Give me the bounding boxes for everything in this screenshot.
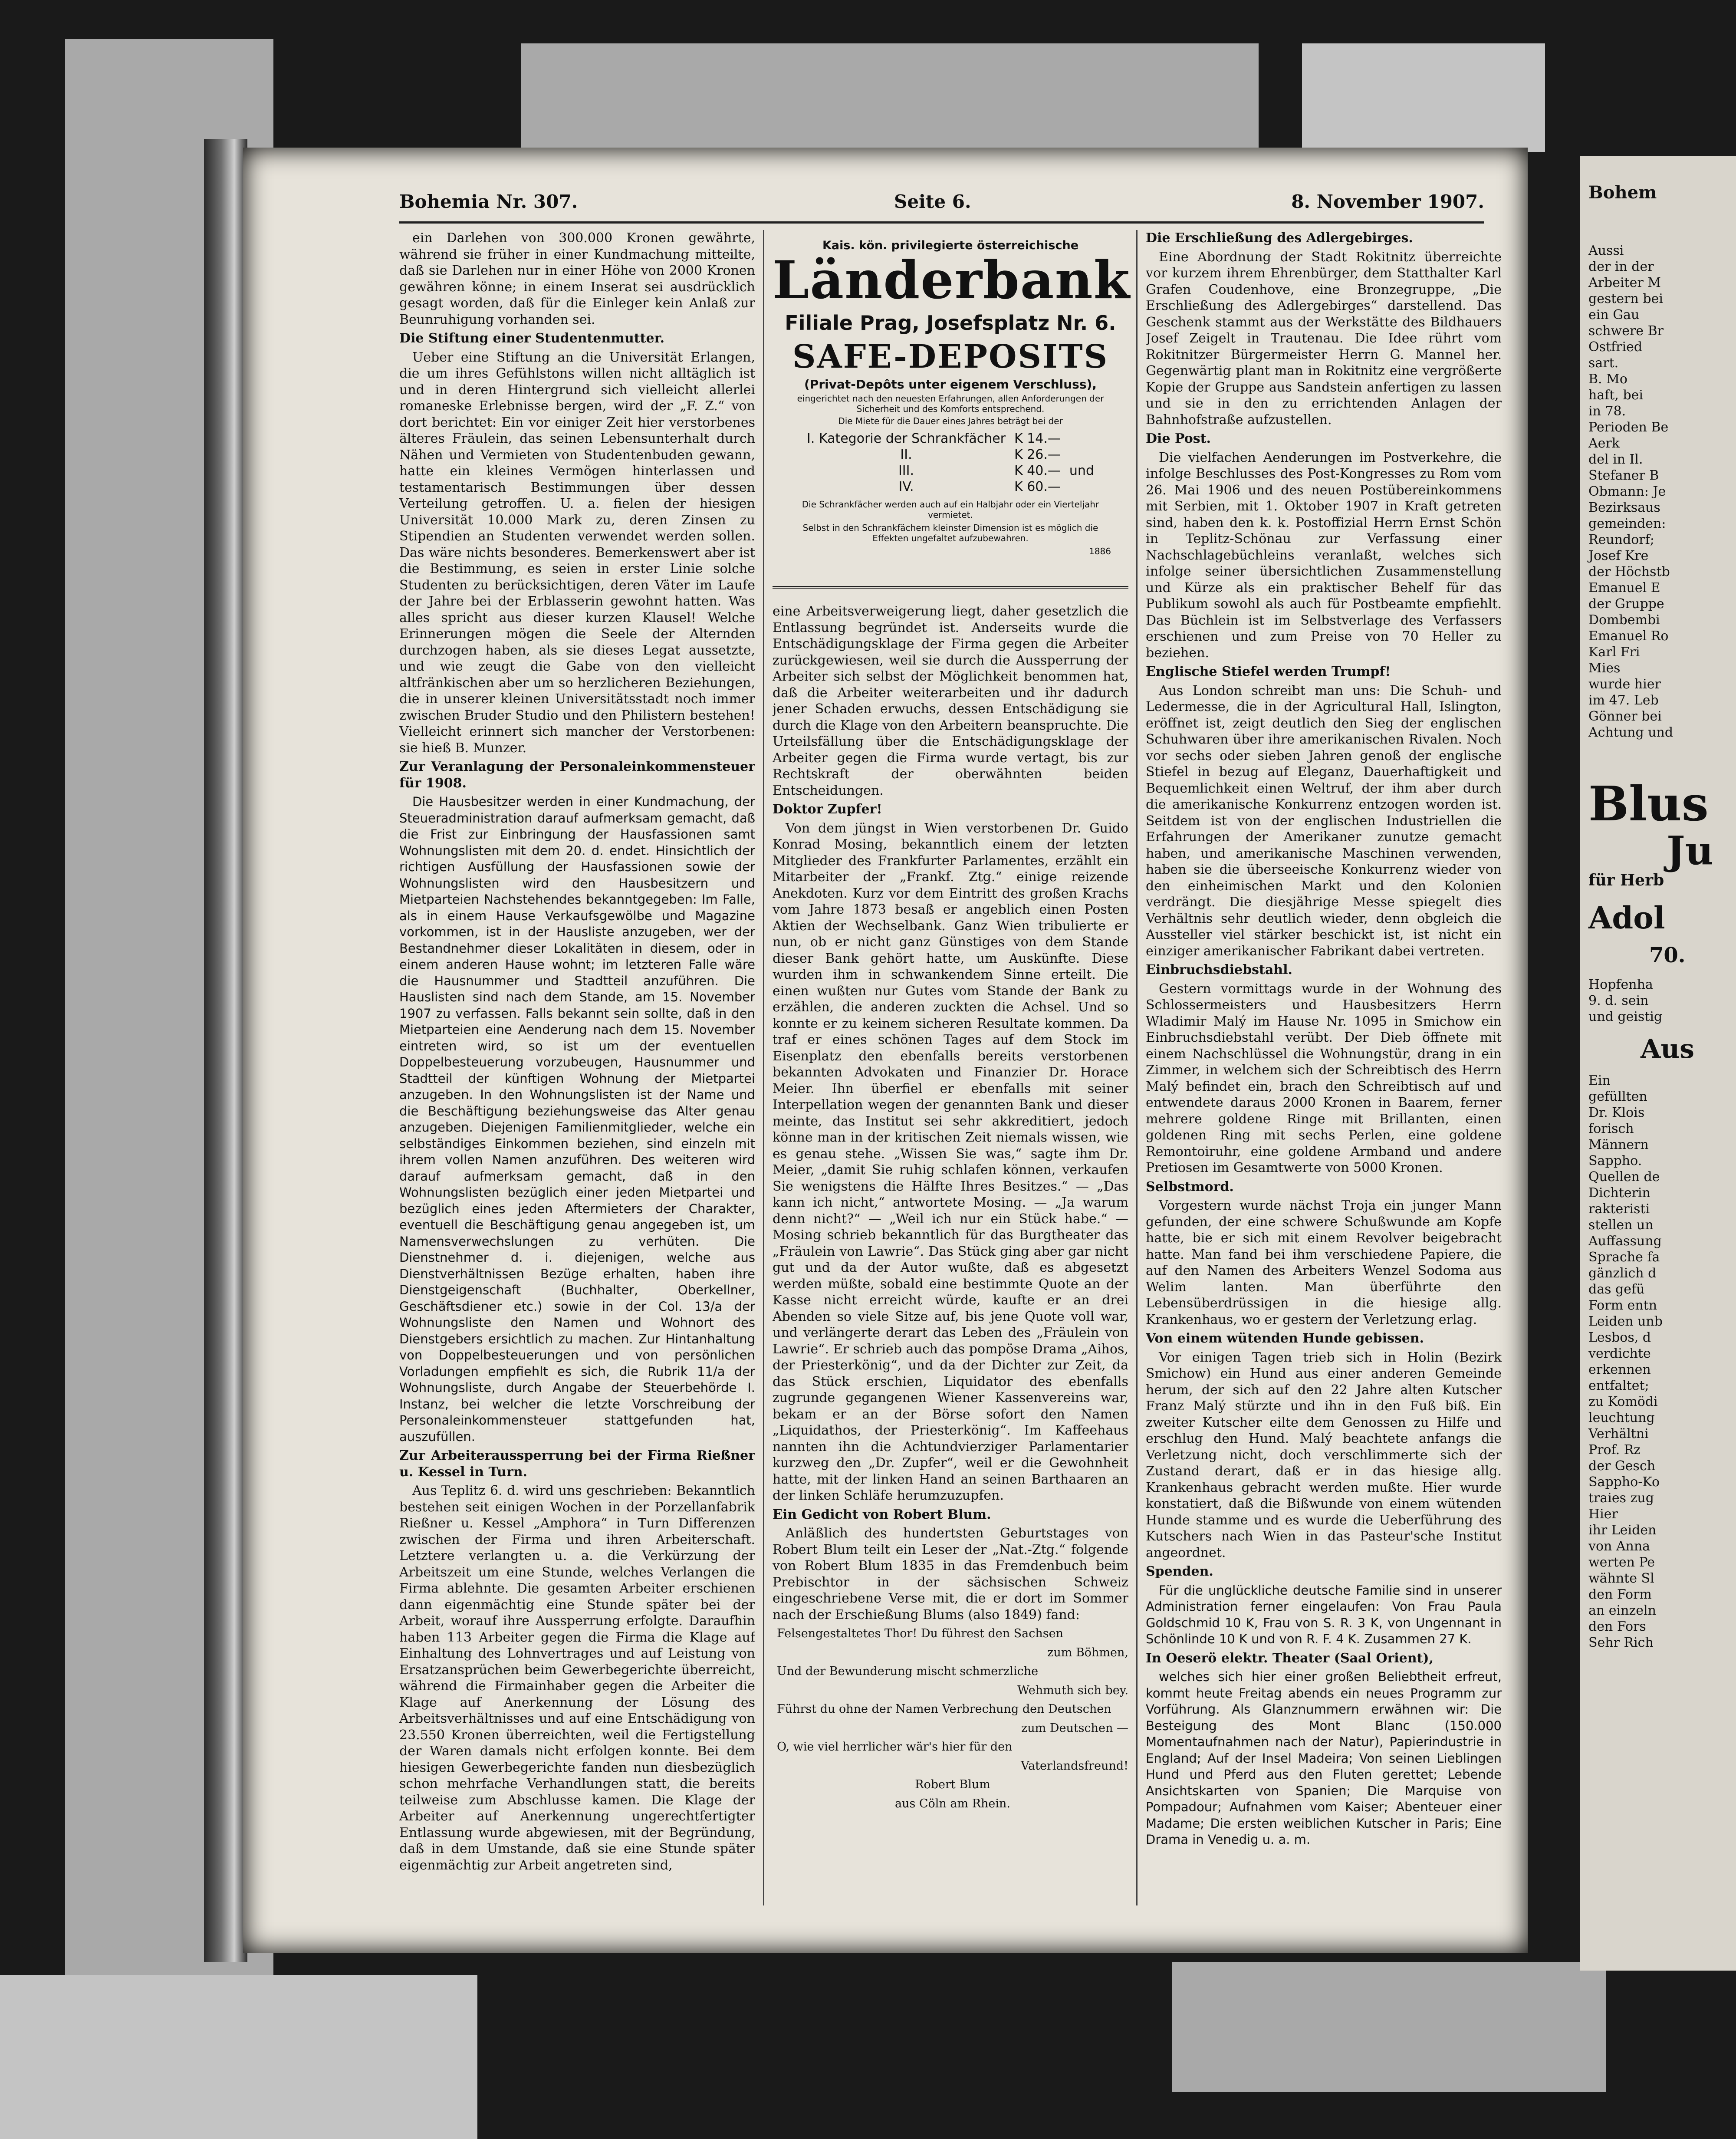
newspaper-page <box>243 148 1528 1953</box>
adjacent-page-line: gestern bei <box>1588 291 1663 306</box>
poem-line: Führst du ohne der Namen Verbrechung den Deutschen <box>777 1702 1111 1716</box>
ad-description: eingerichtet nach den neuesten Erfahrungen, allen Anforderungen der Sicherheit und des Komforts entsprechend. <box>797 393 1104 414</box>
article-body: Vorgestern wurde nächst Troja ein junger Mann gefunden, der eine schwere Schußwunde am Kopfe hatte, bie er sich mit einem Revolver beigebracht hatte. Man fand bei ihm verschiedene Papiere, die auf den Namen des Arbeiters Wenzel Sodoma aus Welim lanten. Man überführte den Lebensüberdrüssigen in die hiesige allg. Krankenhaus, wo er gestern der Verletzung erlag. <box>1146 1198 1502 1327</box>
adjacent-page-ad-title: Ju <box>1667 828 1714 874</box>
adjacent-page-line: Arbeiter M <box>1588 275 1661 290</box>
adjacent-page-line: Prof. Rz <box>1588 1442 1641 1458</box>
adjacent-page-line: Dichterin <box>1588 1185 1651 1201</box>
adjacent-page-line: in 78. <box>1588 404 1626 419</box>
adjacent-page-line: Quellen de <box>1588 1169 1660 1185</box>
ad-note: Selbst in den Schrankfächern kleinster Dimension ist es möglich die Effekten ungefaltet aufzubewahren. <box>802 523 1098 543</box>
price-value: K 40.— <box>1014 463 1061 478</box>
page-header <box>399 182 1484 224</box>
book-binding <box>204 139 247 1962</box>
adjacent-page-line: Emanuel Ro <box>1588 629 1669 644</box>
price-row <box>802 431 1098 447</box>
article-body: Für die unglückliche deutsche Familie sind in unserer Administration ferner eingelaufen: Von Frau Paula Goldschmid 10 K, Frau von S. R. 3 K, von Ungennant in Schönlinde 10 K und von R. F. 4 K. Zusammen 27 K. <box>1146 1583 1502 1646</box>
adjacent-page-line: gemeinden: <box>1588 516 1666 531</box>
adjacent-page-ad-text: Adol <box>1588 900 1665 936</box>
ad-branch: Filiale Prag, Josefsplatz Nr. 6. <box>785 311 1116 335</box>
adjacent-page-line: Aussi <box>1588 243 1624 258</box>
adjacent-page-line: Gönner bei <box>1588 709 1662 724</box>
article-body: Aus Teplitz 6. d. wird uns geschrieben: Bekanntlich bestehen seit einigen Wochen in der Porzellanfabrik Rießner u. Kessel „Amphora“ in Turn Differenzen zwischen der Firma und ihren Arbeiterschaft. Letztere verlangten u. a. die Verkürzung der Arbeitszeit um eine Stunde, welches Verlangen die Firma ablehnte. Die gesamten Arbeiter erschienen dann eigenmächtig eine Stunde später bei der Arbeit, worauf ihre Aussperrung erfolgte. Daraufhin haben 113 Arbeiter gegen die Firma die Klage auf Einhaltung des Lohnvertrages und auf Leistung von Ersatzansprüchen beim Gewerbegerichte überreicht, während die Firmainhaber gegen die Arbeiter die Klage auf Anerkennung der Lösung des Arbeitsverhältnisses und auf eine Entschädigung von 23.550 Kronen überreichten, weil die Fertigstellung der Waren damals nicht erfolgen konnte. Bei dem hiesigen Gewerbegerichte fanden nun diesbezüglich schon mehrfache Verhandlungen statt, die bereits teilweise zum Abschlusse kamen. Die Klage der Arbeiter auf Anerkennung ungerechtfertigter Entlassung wurde abgewiesen, mit der Begründung, daß in dem Umstande, daß sie eine Stunde später eigenmächtig zur Arbeit angetreten sind, <box>399 1483 755 1873</box>
article-heading: Einbruchsdiebstahl. <box>1146 962 1292 977</box>
price-value: K 26.— <box>1014 447 1061 462</box>
adjacent-page-line: Josef Kre <box>1588 548 1649 563</box>
article-heading: Doktor Zupfer! <box>773 802 882 817</box>
wood-board <box>1302 43 1545 152</box>
article-body: Von dem jüngst in Wien verstorbenen Dr. Guido Konrad Mosing, bekanntlich einem der letzten Mitglieder des Frankfurter Parlamentes, erzählt ein Mitarbeiter der „Frankf. Ztg.“ einige reizende Anekdoten. Kurz vor dem Eintritt des großen Krachs vom Jahre 1873 besaß er angeblich einen Posten Aktien der Wechselbank. Ganz Wien tribulierte er nun, ob er nicht ganz Günstiges von dem Stande dieser Bank gehört hatte, um Auskünfte. Diese wurden ihm in schwankendem Sinne erteilt. Die einen wußten nur Gutes vom Stande der Bank zu erzählen, die anderen zuckten die Achsel. Und so konnte er zu keinem sicheren Resultate kommen. Da traf er eines schönen Tages auf dem Stock im Eisenplatz den ebenfalls bereits verstorbenen bekannten Advokaten und Finanzier Dr. Horace Meier. Ihn überfiel er ebenfalls mit seiner Interpellation wegen der genannten Bank und dieser meinte, das Institut sei sehr akkreditiert, jedoch könne man in der kritischen Zeit niemals wissen, wie es genau stehe. „Wissen Sie was,“ sagte ihm Dr. Meier, „damit Sie ruhig schlafen können, verkaufen Sie wenigstens die Hälfte Ihres Besitzes.“ — „Das kann ich nicht,“ antwortete Mosing. — „Ja warum denn nicht?“ — „Weil ich nur ein Stück habe.“ — Mosing schrieb bekanntlich für das Burgtheater das „Fräulein von Lawrie“. Das Stück ging aber gar nicht gut und da der Autor wußte, daß es abgesetzt werden müßte, sobald eine bestimmte Quote an der Kasse nicht erreicht würde, kaufte er an drei Abenden so viele Sitze auf, bis jene Quote voll war, und verlängerte derart das Leben des „Fräulein von Lawrie“. Er schrieb auch das pompöse Drama „Aihos, der Priesterkönig“, und da der Dichter zur Zeit, da das Stück erschien, Liquidator des ebenfalls zugrunde gegangenen Wiener Kassenvereins war, bekam er an der Börse sofort den Namen „Liquidathos, der Priesterkönig“. Im Kaffeehaus nannten ihn die Achtundvierziger Parlamentarier kurzweg den „Dr. Zupfer“, weil er die Gewohnheit hatte, mit der linken Hand an seinen Barthaaren an der linken Schläfe herumzuzupfen. <box>773 820 1128 1503</box>
price-value: K 60.— <box>1014 479 1061 494</box>
adjacent-page-line: gänzlich d <box>1588 1266 1657 1281</box>
laenderbank-advertisement <box>773 230 1131 589</box>
article-heading: Die Post. <box>1146 431 1211 446</box>
adjacent-page-line: traies zug <box>1588 1491 1654 1506</box>
price-value: K 14.— <box>1014 431 1061 446</box>
adjacent-page-line: der in der <box>1588 259 1654 274</box>
adjacent-page-line: der Gruppe <box>1588 596 1664 612</box>
adjacent-page-ad-text: für Herb <box>1588 871 1664 889</box>
adjacent-page-line: Reundorf; <box>1588 532 1654 547</box>
adjacent-page-line: Stefaner B <box>1588 468 1659 483</box>
adjacent-page-line: Dombembi <box>1588 612 1660 628</box>
adjacent-page-line: der Höchstb <box>1588 564 1670 579</box>
adjacent-page-line: Sappho-Ko <box>1588 1474 1660 1490</box>
article-heading: Von einem wütenden Hunde gebissen. <box>1146 1331 1424 1346</box>
poem-signature: Robert Blum <box>915 1778 990 1791</box>
adjacent-page-line: Dr. Klois <box>1588 1105 1645 1120</box>
ad-rent-intro: Die Miete für die Dauer eines Jahres beträgt bei der <box>838 416 1063 426</box>
article-body: Die Hausbesitzer werden in einer Kundmachung, der Steueradministration darauf aufmerksam gemacht, daß die Frist zur Einbringung der Hausfassionen samt Wohnungslisten mit dem 20. d. endet. Hinsichtlich der richtigen Ausfüllung der Hausfassionen sowie der Wohnungslisten wird den Hausbesitzern und Mietparteien Nachstehendes bekanntgegeben: Im Falle, als in einem Hause Verkaufsgewölbe und Magazine vorkommen, ist in der Hausliste anzugeben, wer der Bestandnehmer dieser Lokalitäten in diesem, oder in einem anderen Hause wohnt; im letzteren Falle wäre die Hausnummer und Stadtteil anzuführen. Die Hauslisten sind nach dem Stande, am 15. November 1907 zu verfassen. Falls bekannt sein sollte, daß in den Mietparteien eine Aenderung nach dem 15. November eintreten wird, so ist um der eventuellen Doppelbesteuerung vorzubeugen, Hausnummer und Stadtteil der künftigen Wohnung der Mietpartei anzugeben. In den Wohnungslisten ist der Name und die Beschäftigung beziehungsweise das Alter genau anzugeben. Diejenigen Familienmitglieder, welche ein selbständiges Einkommen beziehen, sind einzeln mit ihrem vollen Namen anzuführen. Des weiteren wird darauf aufmerksam gemacht, daß in den Wohnungslisten bezüglich einer jeden Mietpartei und bezüglich eines jeden Aftermieters der Charakter, eventuell die Beschäftigung genau angegeben ist, um Namensverwechslungen zu verhüten. Die Dienstnehmer d. i. diejenigen, welche aus Dienstverhältnissen Bezüge erhalten, haben ihre Dienstgeigenschaft (Buchhalter, Oberkellner, Geschäftsdiener etc.) sowie in der Col. 13/a der Wohnungsliste den Namen und Wohnort des Dienstgebers ersichtlich zu machen. Zur Hintanhaltung von Doppelbesteuerungen und von persönlichen Vorladungen empfiehlt es sich, die Rubrik 11/a der Wohnungsliste, durch Angabe der Steuerbehörde I. Instanz, bei welcher die letzte Vorschreibung der Personaleinkommensteuer stattgefunden hat, auszufüllen. <box>399 794 755 1444</box>
article-heading: Englische Stiefel werden Trumpf! <box>1146 664 1391 679</box>
price-category: II. <box>900 447 912 462</box>
adjacent-page-line: ihr Leiden <box>1588 1523 1657 1538</box>
adjacent-page-line: wähnte Sl <box>1588 1571 1654 1586</box>
adjacent-page-line: zu Komödi <box>1588 1394 1658 1409</box>
adjacent-page-line: entfaltet; <box>1588 1378 1649 1393</box>
adjacent-page-line: Männern <box>1588 1137 1649 1152</box>
article-body: Ueber eine Stiftung an die Universität Erlangen, die um ihres Gefühlstons willen nicht alltäglich ist und in deren Hintergrund sich vielleicht allerlei romaneske Erlebnisse bergen, wird der „F. Z.“ von dort berichtet: Ein vor einiger Zeit hier verstorbenes älteres Fräulein, das seinen Lebensunterhalt durch Nähen und Vermieten von Studentenbuden gewann, hatte ein kleines Vermögen hinterlassen und testamentarisch Bestimmungen über dessen Verteilung getroffen. U. a. fielen der hiesigen Universität 10.000 Mark zu, deren Zinsen zu Stipendien an Studenten verwendet werden sollen. Das wäre nichts besonderes. Bemerkenswert aber ist die Bestimmung, es seien in erster Linie solche Studenten zu berücksichtigen, deren Väter im Laufe der Jahre bei der Erblasserin gewohnt hatten. Was alles spricht aus dieser kurzen Klausel! Welche Erinnerungen mögen die Seele der Alternden durchzogen haben, als sie dieses Legat aussetzte, und wie zeugt die Gabe von den vielleicht altfränkischen aber um so herzlicheren Beziehungen, die in unserer kleinen Universitätsstadt noch immer zwischen Bruder Studio und den Philistern bestehen! Vielleicht erinnert sich mancher der Verstorbenen: sie hieß B. Munzer. <box>399 349 755 756</box>
price-category: IV. <box>898 479 914 494</box>
adjacent-page-line: leuchtung <box>1588 1410 1655 1425</box>
adjacent-page-line: 9. d. sein <box>1588 993 1649 1008</box>
adjacent-page-line: Sprache fa <box>1588 1250 1660 1265</box>
adjacent-page-line: B. Mo <box>1588 372 1628 387</box>
adjacent-page-line: Auffassung <box>1588 1234 1662 1249</box>
wood-board <box>521 43 1259 156</box>
adjacent-page-line: stellen un <box>1588 1218 1654 1233</box>
adjacent-page-line: wurde hier <box>1588 677 1661 692</box>
issue-label: Bohemia Nr. 307. <box>399 191 578 212</box>
text-column-1 <box>399 230 755 1905</box>
text-column-2 <box>773 603 1128 1905</box>
adjacent-page-fragment <box>1580 156 1736 1971</box>
article-heading: Selbstmord. <box>1146 1179 1234 1195</box>
poem-line: Felsengestaltetes Thor! Du führest den Sachsen <box>777 1627 1064 1640</box>
adjacent-page-line: Karl Fri <box>1588 645 1640 660</box>
column-rule <box>763 230 764 1905</box>
page-number: Seite 6. <box>894 191 971 212</box>
price-und: und <box>1069 463 1094 478</box>
adjacent-page-line: Sappho. <box>1588 1153 1642 1168</box>
adjacent-page-line: sart. <box>1588 355 1619 371</box>
adjacent-page-line: erkennen <box>1588 1362 1651 1377</box>
issue-date: 8. November 1907. <box>1291 191 1484 212</box>
article-heading: Zur Veranlagung der Personaleinkommensteuer für 1908. <box>399 759 755 791</box>
article-heading: Zur Arbeiteraussperrung bei der Firma Rießner u. Kessel in Turn. <box>399 1448 755 1480</box>
adjacent-page-line: Achtung und <box>1588 725 1674 740</box>
adjacent-page-line: Lesbos, d <box>1588 1330 1651 1345</box>
article-heading: Spenden. <box>1146 1564 1213 1579</box>
article-body: eine Arbeitsverweigerung liegt, daher gesetzlich die Entlassung begründet ist. Anderseits wurde die Entschädigungsklage der Firma gegen die Arbeiter zurückgewiesen, weil sie durch die Aussperrung der Arbeiter sich selbst der Möglichkeit benommen hat, daß die Arbeiter weiterarbeiten und ihr dadurch jener Schaden erwuchs, dessen Entschädigung sie durch die Klage von den Arbeitern beanspruchte. Die Urteilsfällung über die Entschädigungsklage der Arbeiter gegen die Firma wurde vertagt, bis zur Rechtskraft der oberwähnten beiden Entscheidungen. <box>773 604 1128 798</box>
ad-subtitle: (Privat-Depôts unter eigenem Verschluss), <box>804 377 1097 392</box>
adjacent-page-line: rakteristi <box>1588 1201 1650 1217</box>
adjacent-page-line: Verhältni <box>1588 1426 1649 1441</box>
adjacent-page-ad-title: Blus <box>1588 776 1709 832</box>
adjacent-page-line: Aerk <box>1588 436 1620 451</box>
adjacent-page-line: haft, bei <box>1588 388 1643 403</box>
ad-headline: SAFE-DEPOSITS <box>792 338 1109 375</box>
ad-brand: Länderbank <box>773 250 1131 311</box>
article-body: Anläßlich des hundertsten Geburtstages von Robert Blum teilt ein Leser der „Nat.-Ztg.“ folgende von Robert Blum 1835 in das Fremdenbuch beim Prebischtor in der sächsischen Schweiz eingeschriebene Verse mit, die er dort im Sommer nach der Erschießung Blums (also 1849) fand: <box>773 1526 1128 1622</box>
adjacent-page-line: den Fors <box>1588 1619 1646 1634</box>
poem-signature: aus Cöln am Rhein. <box>894 1797 1011 1810</box>
ad-code: 1886 <box>1089 546 1111 556</box>
adjacent-page-heading: Aus <box>1641 1034 1694 1064</box>
poem-line: zum Böhmen, <box>1047 1645 1128 1659</box>
adjacent-page-line: den Form <box>1588 1587 1652 1602</box>
adjacent-page-line: ein Gau <box>1588 307 1640 322</box>
column-rule <box>1136 230 1138 1905</box>
article-body: Eine Abordnung der Stadt Rokitnitz überreichte vor kurzem ihrem Ehrenbürger, dem Statthalter Karl Grafen Coudenhove, eine Bronzegruppe, „Die Erschließung des Adlergebirges“ darstellend. Das Geschenk stammt aus der Werkstätte des Bildhauers Josef Zeigelt in Trautenau. Die Idee rührt vom Rokitnitzer Bürgermeister Herrn G. Mannel her. Gegenwärtig plant man in Rokitnitz eine vergrößerte Kopie der Gruppe aus Sandstein anfertigen zu lassen und sie in den zu errichtenden Anlagen der Bahnhofstraße aufzustellen. <box>1146 249 1502 428</box>
adjacent-page-line: forisch <box>1588 1121 1634 1136</box>
poem-line: Und der Bewunderung mischt schmerzliche <box>777 1665 1039 1678</box>
adjacent-page-line: das gefü <box>1588 1282 1645 1297</box>
adjacent-page-line: Form entn <box>1588 1298 1657 1313</box>
article-heading: Die Stiftung einer Studentenmutter. <box>399 331 665 346</box>
adjacent-page-line: Perioden Be <box>1588 420 1669 435</box>
ad-price-table <box>802 431 1098 495</box>
price-row <box>802 463 1098 479</box>
article-body: Vor einigen Tagen trieb sich in Holin (Bezirk Smichow) ein Hund aus einer anderen Gemeinde herum, der sich auf den 22 Jahre alten Kutscher Franz Malý stürzte und ihn in den Fuß biß. Ein zweiter Kutscher eilte dem Genossen zu Hilfe und erschlug den Hund. Malý beachtete anfangs die Verletzung nicht, doch verschlimmerte sich der Zustand derart, daß er in das hiesige allg. Krankenhaus gebracht werden mußte. Hier wurde konstatiert, daß die Bißwunde von einem wütenden Hunde stamme und es wurde die Ueberführung des Kutschers nach Wien in das Pasteur'sche Institut angeordnet. <box>1146 1349 1502 1560</box>
adjacent-page-line: Ein <box>1588 1073 1611 1088</box>
adjacent-page-line: Emanuel E <box>1588 580 1660 596</box>
adjacent-page-ad-text: 70. <box>1649 943 1686 967</box>
poem-line: zum Deutschen — <box>1021 1721 1128 1735</box>
ad-tagline: Kais. kön. privilegierte österreichische <box>822 239 1079 252</box>
price-row <box>802 479 1098 495</box>
article-body: ein Darlehen von 300.000 Kronen gewährte, während sie früher in einer Kundmachung mitteilte, daß sie Darlehen nur in einer Höhe von 2000 Kronen gewähren könne; in einem Inserat sei ausdrücklich gesagt worden, daß für die Einleger kein Anlaß zur Beunruhigung vorhanden sei. <box>399 230 755 327</box>
adjacent-page-header: Bohem <box>1588 182 1657 203</box>
adjacent-page-line: der Gesch <box>1588 1458 1656 1474</box>
adjacent-page-line: von Anna <box>1588 1539 1651 1554</box>
poem-line: Wehmuth sich bey. <box>1017 1683 1128 1697</box>
adjacent-page-line: Hier <box>1588 1507 1618 1522</box>
adjacent-page-line: Obmann: Je <box>1588 484 1666 499</box>
adjacent-page-line: an einzeln <box>1588 1603 1656 1618</box>
price-category: I. Kategorie der Schrankfächer <box>807 431 1006 446</box>
wood-board <box>0 1975 477 2139</box>
adjacent-page-line: Ostfried <box>1588 339 1643 355</box>
adjacent-page-line: Leiden unb <box>1588 1314 1663 1329</box>
article-heading: Ein Gedicht von Robert Blum. <box>773 1507 991 1522</box>
article-heading: Die Erschließung des Adlergebirges. <box>1146 230 1413 246</box>
article-body: Die vielfachen Aenderungen im Postverkehre, die infolge Beschlusses des Post-Kongresses zu Rom vom 26. Mai 1906 und des neuen Postübereinkommens mit Serbien, mit 1. Oktober 1907 in Kraft getreten sind, haben den k. k. Postoffizial Herrn Ernst Schön in Teplitz-Schönau zur Verfassung einer Nachschlagebüchleins veranlaßt, welches sich infolge seiner übersichtlichen Zusammenstellung und Kürze als ein praktischer Behelf für das Publikum sowohl als auch für Postbeamte empfiehlt. Das Büchlein ist im Selbstverlage des Verfassers erschienen und zum Preise von 70 Heller zu beziehen. <box>1146 450 1502 661</box>
price-category: III. <box>898 463 914 478</box>
adjacent-page-line: verdichte <box>1588 1346 1651 1361</box>
adjacent-page-line: im 47. Leb <box>1588 693 1659 708</box>
ad-note: Die Schrankfächer werden auch auf ein Halbjahr oder ein Vierteljahr vermietet. <box>802 499 1099 520</box>
article-heading: In Oeserö elektr. Theater (Saal Orient), <box>1146 1650 1434 1666</box>
text-column-3 <box>1146 230 1502 1905</box>
adjacent-page-line: werten Pe <box>1588 1555 1655 1570</box>
article-body: welches sich hier einer großen Beliebtheit erfreut, kommt heute Freitag abends ein neues Programm zur Vorführung. Als Glanznummern erwähnen wir: Die Besteigung des Mont Blanc (150.000 Momentaufnahmen nach der Natur), Papierindustrie in England; Auf der Insel Madeira; Von seinen Lieblingen Hund und Pferd aus den Fluten gerettet; Lebende Ansichtskarten von Spanien; Die Marquise von Pompadour; Aufnahmen vom Kaiser; Abenteuer einer Madame; Die ersten weiblichen Kutscher in Paris; Eine Drama in Venedig u. a. m. <box>1146 1669 1502 1847</box>
article-body: Gestern vormittags wurde in der Wohnung des Schlossermeisters und Hausbesitzers Herrn Wladimir Malý im Hause Nr. 1095 in Smichow ein Einbruchsdiebstahl verübt. Der Dieb öffnete mit einem Nachschlüssel die Wohnungstür, drang in ein Zimmer, in welchem sich der Schreibtisch des Herrn Malý befindet ein, brach den Schreibtisch auf und entwendete daraus 2000 Kronen in Baarem, ferner mehrere goldene Ringe mit Brillanten, einen goldenen Ring mit sechs Perlen, eine goldene Remontoiruhr, eine goldene Armband und andere Pretiosen im Gesamtwerte von 5000 Kronen. <box>1146 981 1502 1175</box>
adjacent-page-line: Mies <box>1588 661 1621 676</box>
price-row <box>802 447 1098 463</box>
wood-board <box>1172 1962 1606 2092</box>
poem-line: Vaterlandsfreund! <box>1021 1759 1128 1773</box>
adjacent-page-line: gefüllten <box>1588 1089 1647 1104</box>
adjacent-page-line: del in Il. <box>1588 452 1643 467</box>
article-body: Aus London schreibt man uns: Die Schuh- und Ledermesse, die in der Agricultural Hall, Islington, eröffnet ist, zeigt deutlich den Sieg der englischen Schuhwaren über ihre amerikanischen Rivalen. Noch vor sechs oder sieben Jahren genoß der englische Stiefel in bezug auf Eleganz, Dauerhaftigkeit und Bequemlichkeit einen Weltruf, der ihm aber durch die amerikanische Konkurrenz entzogen worden ist. Seitdem ist von der englischen Industriellen die Erfahrungen der Amerikaner zunutze gemacht haben, und amerikanische Maschinen verwenden, haben sie die überseeische Konkurrenz wieder von den einheimischen Markt und den Kolonien verdrängt. Die diesjährige Messe spiegelt dies Verhältnis sehr deutlich wieder, denn obgleich die Aussteller viel stärker beschickt ist, ist nicht ein einziger amerikanischer Fabrikant dabei vertreten. <box>1146 683 1502 959</box>
adjacent-page-line: Bezirksaus <box>1588 500 1660 515</box>
adjacent-page-line: schwere Br <box>1588 323 1664 339</box>
adjacent-page-line: Hopfenha <box>1588 977 1653 992</box>
poem-line: O, wie viel herrlicher wär's hier für den <box>777 1740 1013 1754</box>
adjacent-page-line: und geistig <box>1588 1009 1663 1024</box>
adjacent-page-line: Sehr Rich <box>1588 1635 1654 1650</box>
